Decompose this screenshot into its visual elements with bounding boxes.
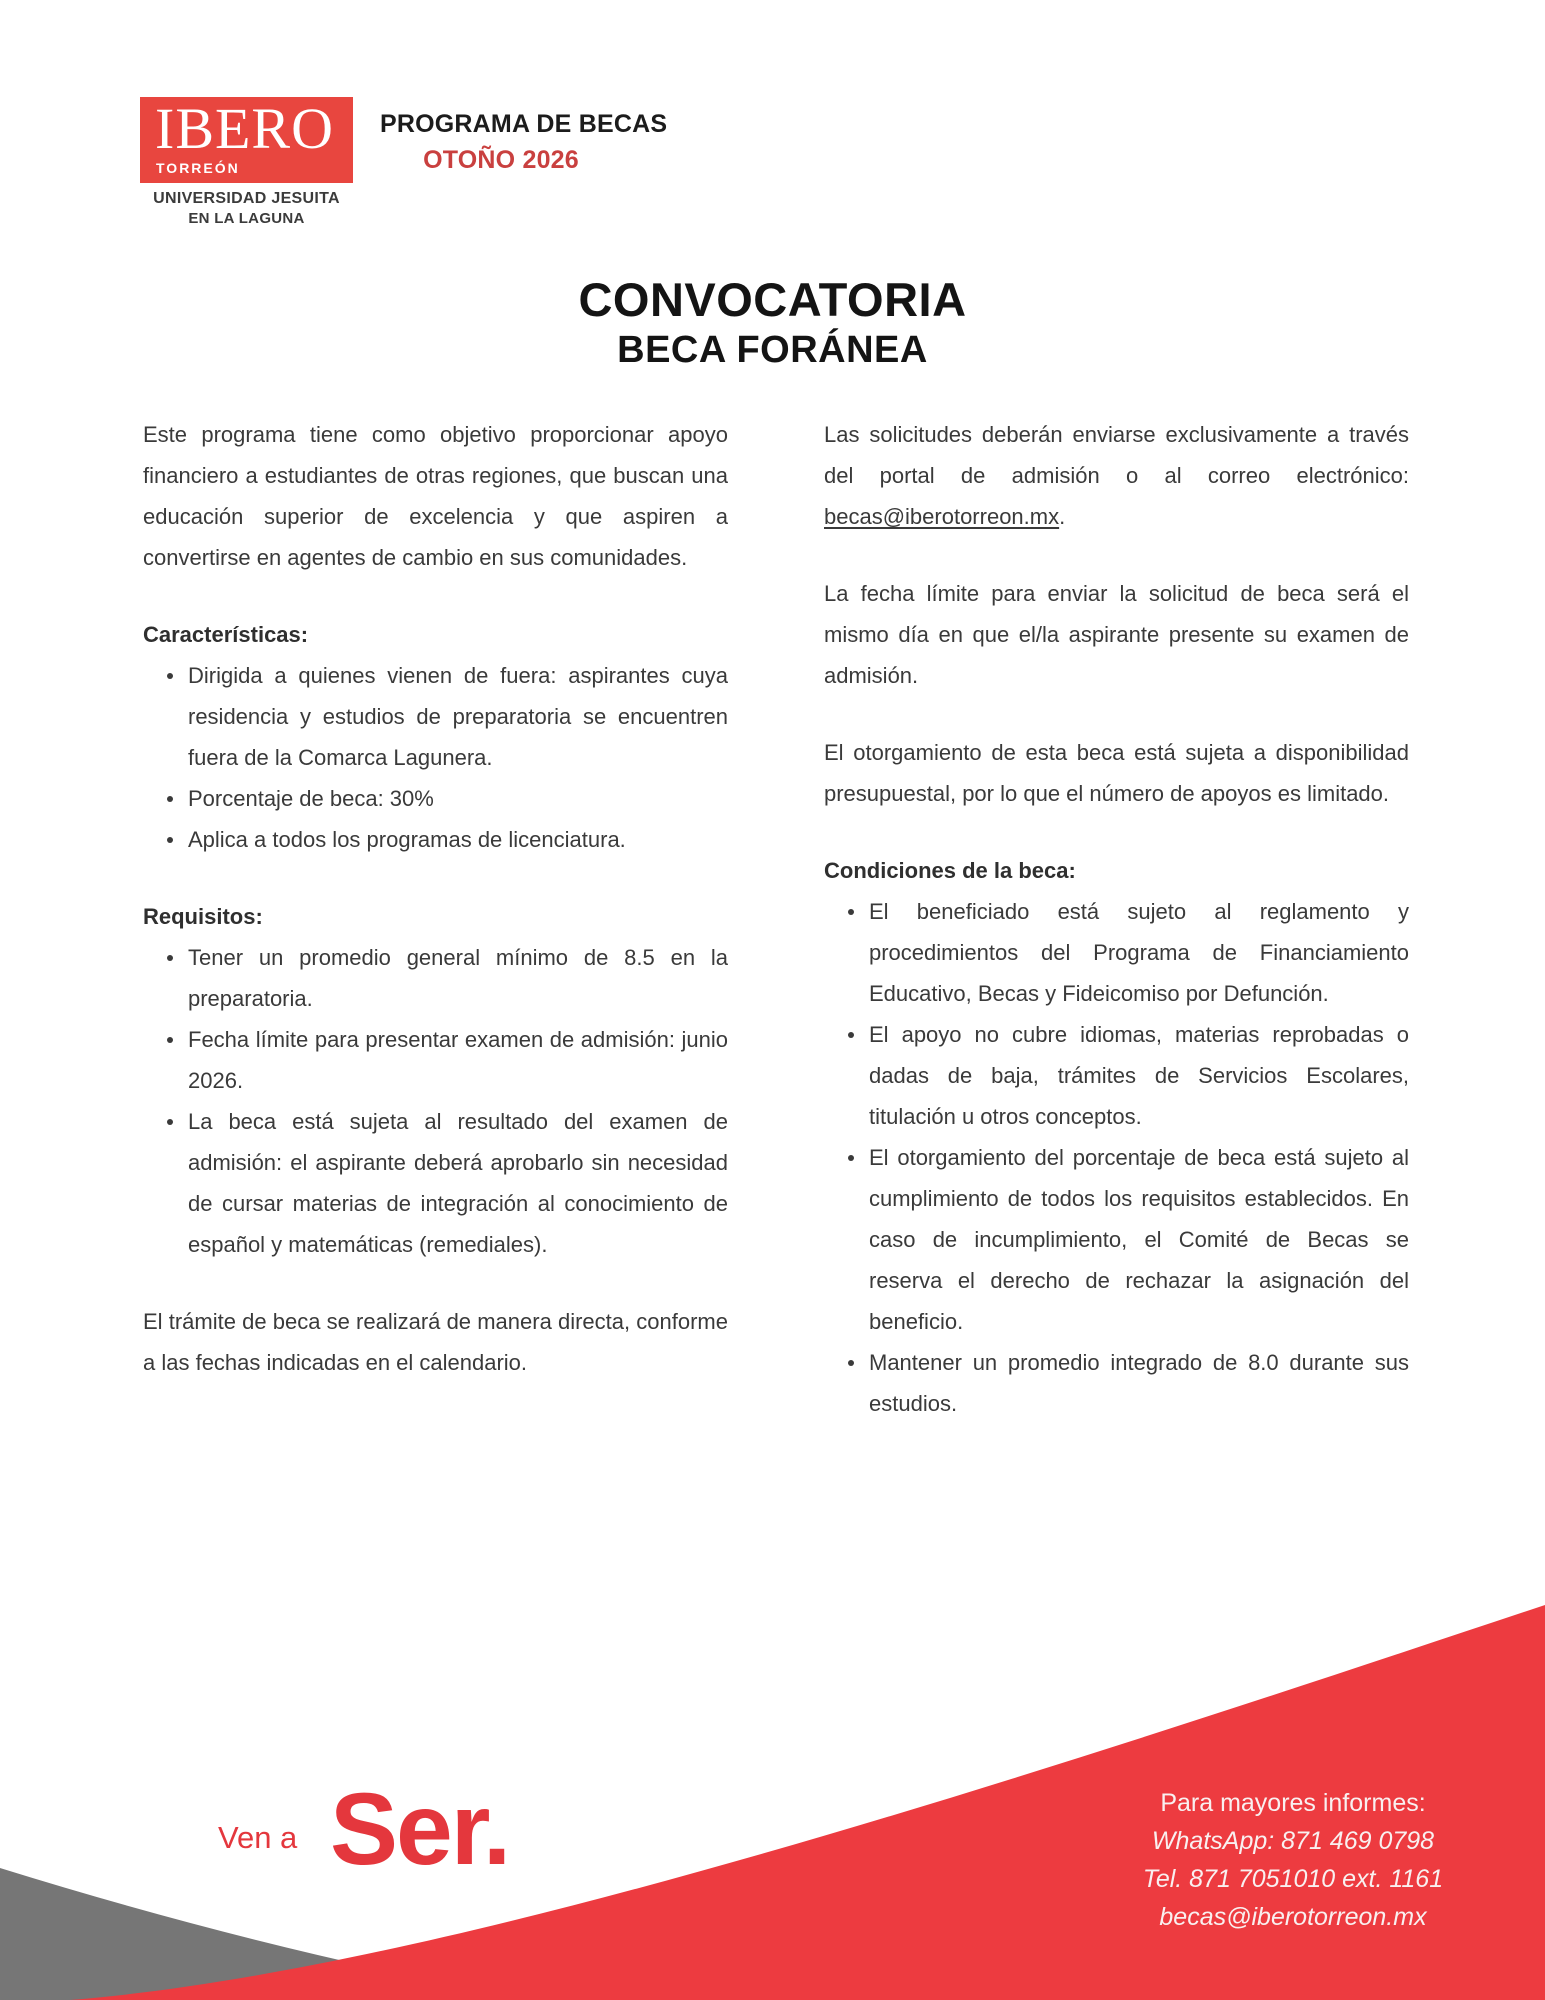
contact-email: becas@iberotorreon.mx [1159,1903,1427,1931]
condiciones-list [824,891,1409,1424]
fecha-limite-paragraph: La fecha límite para enviar la solicitud de beca será el mismo día en que el/la aspirante presente su examen de admisión. [824,581,1409,688]
intro-paragraph: Este programa tiene como objetivo proporcionar apoyo financiero a estudiantes de otras regiones, que buscan una educación superior de excelencia y que aspiren a convertirse en agentes de cambio en sus comunidades. [143,422,728,570]
list-item: Dirigida a quienes vienen de fuera: aspirantes cuya residencia y estudios de preparatoria se encuentren fuera de la Comarca Lagunera. [188,655,728,778]
closing-paragraph: El trámite de beca se realizará de manera directa, conforme a las fechas indicadas en el calendario. [143,1309,728,1375]
right-column [824,414,1409,1424]
condiciones-heading: Condiciones de la beca: [824,858,1076,883]
otorgamiento-paragraph: El otorgamiento de esta beca está sujeta a disponibilidad presupuestal, por lo que el número de apoyos es limitado. [824,740,1409,806]
program-header [380,110,668,175]
solicitudes-paragraph [824,414,1409,537]
logo-city: TORREÓN [156,160,240,176]
university-logo [140,97,353,227]
program-name: PROGRAMA DE BECAS [380,110,668,138]
list-item: Tener un promedio general mínimo de 8.5 en la preparatoria. [188,937,728,1019]
contact-heading: Para mayores informes: [1160,1789,1426,1817]
list-item: El apoyo no cubre idiomas, materias reprobadas o dadas de baja, trámites de Servicios Escolares, titulación u otros conceptos. [869,1014,1409,1137]
slogan-main: Ser. [330,1772,510,1886]
left-column [143,414,728,1424]
logo-acronym: IBERO [155,96,334,161]
email-link[interactable]: becas@iberotorreon.mx [824,504,1060,529]
caracteristicas-list [143,655,728,860]
page-title: CONVOCATORIA [578,273,967,326]
list-item: Mantener un promedio integrado de 8.0 durante sus estudios. [869,1342,1409,1424]
slogan-prefix: Ven a [218,1820,298,1855]
logo-subtitle-line2: EN LA LAGUNA [188,210,305,227]
solicitudes-text: Las solicitudes deberán enviarse exclusivamente a través del portal de admisión o al correo electrónico: [824,422,1409,488]
list-item: El beneficiado está sujeto al reglamento y procedimientos del Programa de Financiamiento Educativo, Becas y Fideicomiso por Defunción. [869,891,1409,1014]
list-item: Fecha límite para presentar examen de admisión: junio 2026. [188,1019,728,1101]
caracteristicas-heading: Características: [143,622,309,647]
list-item: El otorgamiento del porcentaje de beca está sujeto al cumplimiento de todos los requisitos establecidos. En caso de incumplimiento, el Comité de Becas se reserva el derecho de rechazar la asignación del beneficio. [869,1137,1409,1342]
page-subtitle: BECA FORÁNEA [617,329,928,371]
requisitos-list [143,937,728,1265]
list-item: La beca está sujeta al resultado del examen de admisión: el aspirante deberá aprobarlo sin necesidad de cursar materias de integración al conocimiento de español y matemáticas (remediales). [188,1101,728,1265]
logo-subtitle-line1: UNIVERSIDAD JESUITA [153,190,340,207]
ibero-logo-box [140,97,353,183]
page-title-block [0,273,1545,371]
program-term: OTOÑO 2026 [423,146,579,174]
contact-info [1113,1784,1473,1936]
solicitudes-period: . [1059,504,1066,529]
list-item: Porcentaje de beca: 30% [188,778,728,819]
body-columns [143,414,1409,1424]
list-item: Aplica a todos los programas de licenciatura. [188,819,728,860]
requisitos-heading: Requisitos: [143,904,263,929]
contact-whatsapp: WhatsApp: 871 469 0798 [1151,1827,1435,1855]
contact-phone: Tel. 871 7051010 ext. 1161 [1142,1865,1444,1893]
